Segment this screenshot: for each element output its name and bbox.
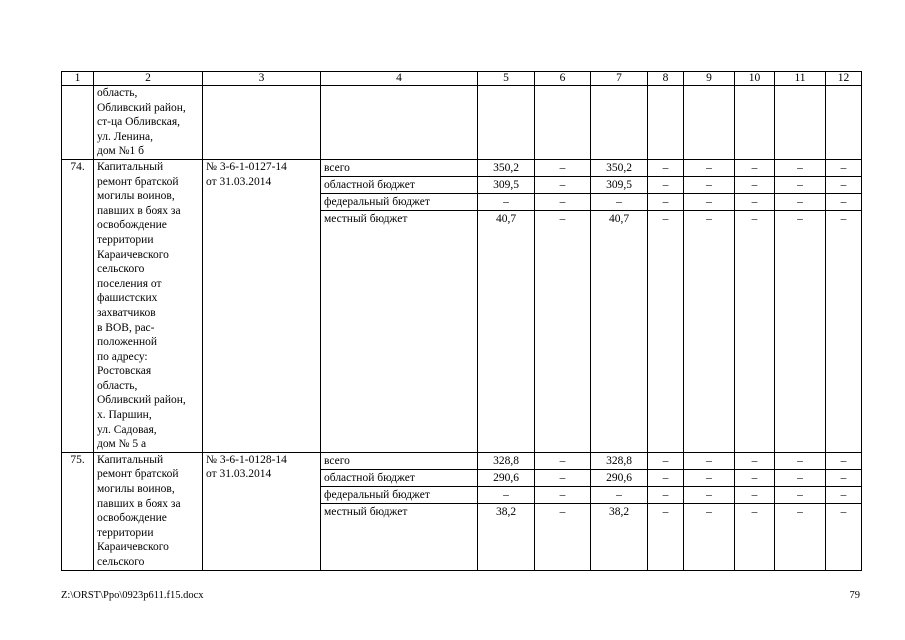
value: – (648, 453, 683, 470)
value: – (706, 505, 712, 518)
col-header: 9 (684, 72, 735, 86)
value: – (797, 212, 803, 225)
col9-cell (684, 159, 735, 452)
cell-empty (735, 86, 775, 160)
object-description: Капитальный ремонт братской могилы воинов, павших в боях за освобождение территории Караичевского сельского (94, 452, 203, 570)
value: 328,8 (591, 453, 647, 470)
value: – (535, 487, 590, 504)
value: – (735, 453, 774, 470)
object-description: Капитальный ремонт братской могилы воинов, павших в боях за освобождение территории Караичевского сельского поселения от фашистских захватчиков в ВОВ, рас- положенной по адресу: Ростовская область, Обливский район, х. Паршин, ул. Садовая, дом № 5 а (94, 159, 203, 452)
col12-cell (826, 452, 862, 570)
value: – (706, 212, 712, 225)
value: – (684, 470, 734, 487)
page-number: 79 (849, 590, 860, 601)
funding-source: областной бюджет (321, 177, 477, 194)
value: – (478, 487, 534, 504)
document-number (203, 86, 321, 160)
funding-source: всего (321, 160, 477, 177)
value: 40,7 (495, 212, 517, 225)
file-path: Z:\ORST\Ppo\0923p611.f15.docx (61, 590, 204, 601)
cell-empty (648, 86, 684, 160)
funding-source: местный бюджет (324, 212, 408, 225)
value: – (826, 453, 861, 470)
object-description: область, Обливский район, ст-ца Обливская, ул. Ленина, дом №1 б (94, 86, 203, 160)
cell-empty (535, 86, 591, 160)
value: – (535, 160, 590, 177)
col5-cell (478, 159, 535, 452)
col10-cell (735, 159, 775, 452)
col-header: 7 (591, 72, 648, 86)
value: – (662, 212, 669, 225)
value: – (648, 194, 683, 211)
value: – (559, 212, 566, 225)
col-header: 8 (648, 72, 684, 86)
value: – (826, 470, 861, 487)
value: – (648, 160, 683, 177)
document-number: № 3-6-1-0128-14 от 31.03.2014 (203, 452, 321, 570)
value: – (478, 194, 534, 211)
value: – (826, 194, 861, 211)
value: – (684, 177, 734, 194)
value: 40,7 (608, 212, 630, 225)
value: 328,8 (478, 453, 534, 470)
col7-cell (591, 452, 648, 570)
cell-empty (775, 86, 826, 160)
value: – (648, 487, 683, 504)
value: – (684, 487, 734, 504)
value: – (775, 160, 825, 177)
funding-source: местный бюджет (324, 505, 408, 518)
col8-cell (648, 159, 684, 452)
value: – (826, 160, 861, 177)
value: – (775, 487, 825, 504)
value: 309,5 (591, 177, 647, 194)
table-row (62, 86, 862, 160)
col-header: 10 (735, 72, 775, 86)
value: – (735, 177, 774, 194)
col-header: 1 (62, 72, 94, 86)
table-row (62, 159, 862, 452)
value: – (840, 505, 847, 518)
value: – (559, 505, 566, 518)
col11-cell (775, 452, 826, 570)
col-header: 6 (535, 72, 591, 86)
col7-cell (591, 159, 648, 452)
col-header: 2 (94, 72, 203, 86)
value: – (648, 470, 683, 487)
cell-empty (591, 86, 648, 160)
value: – (535, 453, 590, 470)
funding-source: всего (321, 453, 477, 470)
value: – (751, 212, 758, 225)
row-number: 74. (62, 159, 94, 452)
value: – (775, 194, 825, 211)
row-number: 75. (62, 452, 94, 570)
value: – (684, 160, 734, 177)
value: 290,6 (478, 470, 534, 487)
value: – (775, 470, 825, 487)
cell-empty (826, 86, 862, 160)
value: 38,2 (608, 505, 630, 518)
value: – (735, 487, 774, 504)
col-header: 11 (775, 72, 826, 86)
funding-source: федеральный бюджет (321, 194, 477, 211)
value: – (775, 177, 825, 194)
value: – (735, 160, 774, 177)
header-row (62, 72, 862, 86)
col6-cell (535, 452, 591, 570)
funding-source-cell (321, 159, 478, 452)
value: – (735, 470, 774, 487)
col-header: 4 (321, 72, 478, 86)
value: – (591, 194, 647, 211)
value: – (797, 505, 803, 518)
table-row (62, 452, 862, 570)
value: – (648, 177, 683, 194)
cell-empty (321, 86, 478, 160)
value: 290,6 (591, 470, 647, 487)
col-header: 5 (478, 72, 535, 86)
value: 309,5 (478, 177, 534, 194)
col11-cell (775, 159, 826, 452)
value: – (535, 194, 590, 211)
value: – (735, 194, 774, 211)
value: – (662, 505, 669, 518)
col9-cell (684, 452, 735, 570)
value: 350,2 (591, 160, 647, 177)
col10-cell (735, 452, 775, 570)
row-number (62, 86, 94, 160)
col-header: 3 (203, 72, 321, 86)
value: – (535, 177, 590, 194)
cell-empty (478, 86, 535, 160)
value: – (840, 212, 847, 225)
col5-cell (478, 452, 535, 570)
col8-cell (648, 452, 684, 570)
value: – (591, 487, 647, 504)
funding-source-cell (321, 452, 478, 570)
col12-cell (826, 159, 862, 452)
value: 38,2 (495, 505, 517, 518)
cell-empty (684, 86, 735, 160)
value: – (826, 177, 861, 194)
value: – (684, 194, 734, 211)
funding-source: федеральный бюджет (321, 487, 477, 504)
col6-cell (535, 159, 591, 452)
value: – (775, 453, 825, 470)
funding-source: областной бюджет (321, 470, 477, 487)
value: 350,2 (478, 160, 534, 177)
value: – (826, 487, 861, 504)
col-header: 12 (826, 72, 862, 86)
value: – (684, 453, 734, 470)
value: – (535, 470, 590, 487)
document-number: № 3-6-1-0127-14 от 31.03.2014 (203, 159, 321, 452)
budget-table (61, 71, 862, 571)
value: – (751, 505, 758, 518)
